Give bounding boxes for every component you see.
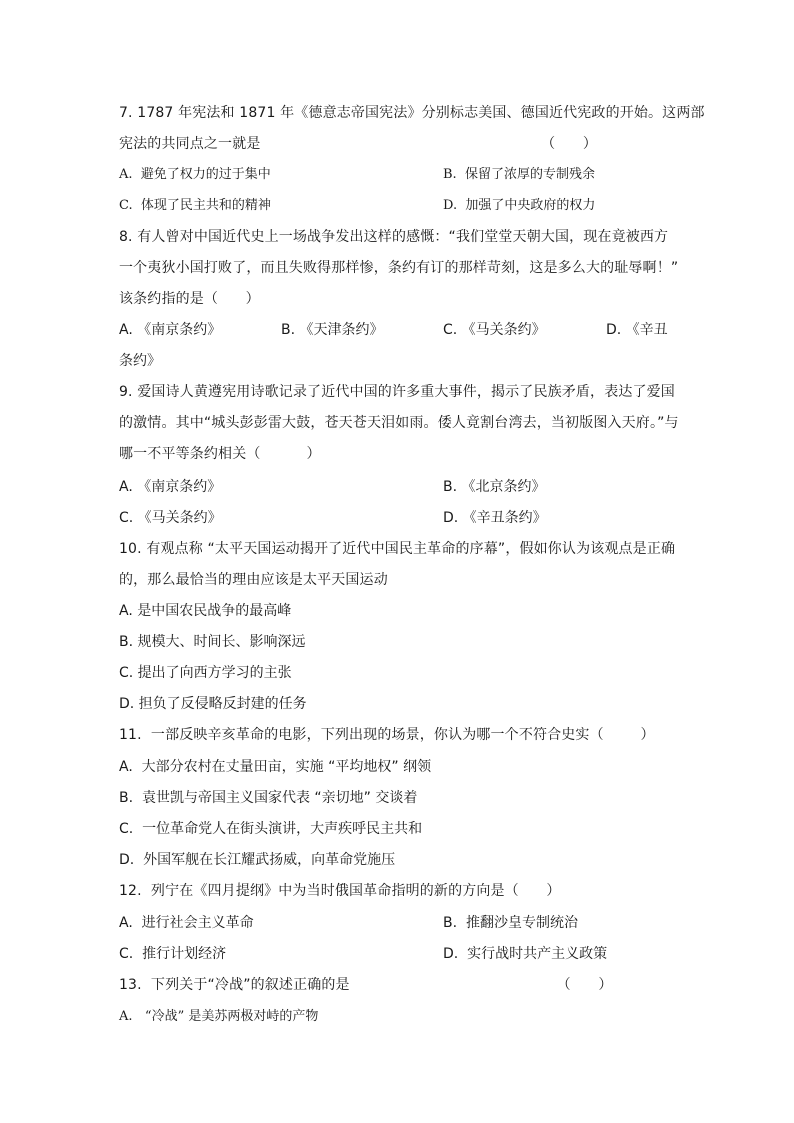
q9-option-a: A. 《南京条约》: [119, 479, 222, 495]
q12-option-c: C. 推行计划经济: [119, 946, 227, 962]
q8-stem-line-1: 8. 有人曾对中国近代史上一场战争发出这样的感慨：“我们堂堂天朝大国，现在竟被西方: [119, 229, 669, 245]
q9-stem-line-3: 哪一不平等条约相关（ ）: [119, 446, 321, 462]
q7-option-a: A. 避免了权力的过于集中: [119, 167, 271, 182]
q8-stem-line-3: 该条约指的是（ ）: [119, 291, 260, 307]
q9-option-c: C. 《马关条约》: [119, 510, 222, 526]
q10-option-b: B. 规模大、时间长、影响深远: [119, 634, 306, 650]
q7-option-d: D. 加强了中央政府的权力: [443, 198, 596, 213]
q8-option-b: B. 《天津条约》: [281, 322, 384, 338]
q12-option-a: A. 进行社会主义革命: [119, 915, 254, 931]
q10-stem-line-2: 的，那么最恰当的理由应该是太平天国运动: [119, 572, 388, 588]
q11-stem: 11. 一部反映辛亥革命的电影，下列出现的场景，你认为哪一个不符合史实（ ）: [119, 727, 655, 743]
q10-option-a: A. 是中国农民战争的最高峰: [119, 603, 292, 619]
q8-stem-line-2: 一个夷狄小国打败了，而且失败得那样惨，条约有订的那样苛刻，这是多么大的耻辱啊！”: [119, 260, 679, 276]
q7-stem-line-1: 7. 1787 年宪法和 1871 年《德意志帝国宪法》分别标志美国、德国近代宪政的开始。这两部: [119, 105, 705, 121]
q7-option-c: C. 体现了民主共和的精神: [119, 198, 271, 213]
q12-option-d: D. 实行战时共产主义政策: [443, 946, 608, 962]
q7-option-b: B. 保留了浓厚的专制残余: [443, 167, 595, 182]
q11-option-b: B. 袁世凯与帝国主义国家代表 “亲切地” 交谈着: [119, 790, 418, 806]
q9-option-d: D. 《辛丑条约》: [443, 510, 547, 526]
q9-option-b: B. 《北京条约》: [443, 479, 546, 495]
q7-stem-line-2: 宪法的共同点之一就是 （ ）: [119, 136, 598, 152]
q13-option-a: A. “冷战” 是美苏两极对峙的产物: [119, 1009, 319, 1024]
q9-stem-line-1: 9. 爱国诗人黄遵宪用诗歌记录了近代中国的许多重大事件，揭示了民族矛盾，表达了爱国: [119, 384, 675, 400]
q11-option-c: C. 一位革命党人在街头演讲，大声疾呼民主共和: [119, 821, 423, 837]
q9-stem-line-2: 的激情。其中“城头彭彭雷大鼓，苍天苍天泪如雨。倭人竟割台湾去，当初版图入天府。”与: [119, 415, 679, 431]
q10-option-c: C. 提出了向西方学习的主张: [119, 665, 292, 681]
q12-stem: 12. 列宁在《四月提纲》中为当时俄国革命指明的新的方向是（ ）: [119, 883, 561, 899]
q10-stem-line-1: 10. 有观点称 “太平天国运动揭开了近代中国民主革命的序幕”，假如你认为该观点是正确: [119, 541, 676, 557]
q12-option-b: B. 推翻沙皇专制统治: [443, 915, 578, 931]
q8-option-d-continued: 条约》: [119, 353, 161, 369]
q8-option-d: D. 《辛丑: [606, 322, 668, 338]
q11-option-d: D. 外国军舰在长江耀武扬威，向革命党施压: [119, 852, 396, 868]
q11-option-a: A. 大部分农村在丈量田亩，实施 “平均地权” 纲领: [119, 759, 432, 775]
q8-option-a: A. 《南京条约》: [119, 322, 222, 338]
q10-option-d: D. 担负了反侵略反封建的任务: [119, 696, 307, 712]
q8-option-c: C. 《马关条约》: [443, 322, 546, 338]
q13-stem: 13. 下列关于“冷战”的叙述正确的是 （ ）: [119, 977, 613, 993]
